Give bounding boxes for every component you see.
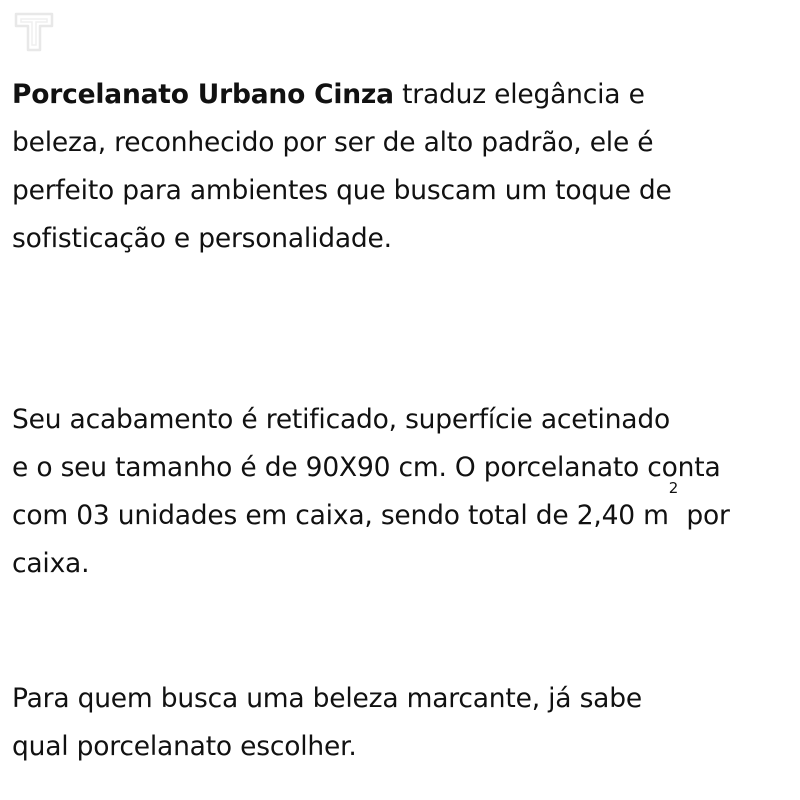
paragraph-line: sofisticação e personalidade. [12, 223, 392, 254]
paragraph-closing [12, 675, 642, 771]
paragraph-line: qual porcelanato escolher. [12, 731, 357, 762]
paragraph-line: caixa. [12, 548, 90, 579]
paragraph-line: Seu acabamento é retificado, superfície acetinado [12, 404, 670, 435]
paragraph-line: beleza, reconhecido por ser de alto padrão, ele é [12, 127, 654, 158]
paragraph-line: com 03 unidades em caixa, sendo total de 2,40 $m^2$ por [12, 479, 730, 531]
paragraph-specs [12, 396, 730, 588]
paragraph-line: Para quem busca uma beleza marcante, já sabe [12, 683, 642, 714]
superscript-unit: 2 [668, 479, 679, 497]
product-name: Porcelanato Urbano Cinza [12, 79, 394, 110]
paragraph-line: perfeito para ambientes que buscam um toque de [12, 175, 672, 206]
paragraph-intro [12, 71, 672, 263]
paragraph-line: e o seu tamanho é de 90X90 cm. O porcelanato conta [12, 452, 721, 483]
t-logo-icon [13, 11, 55, 53]
paragraph-line: Porcelanato Urbano Cinza traduz elegância e [12, 79, 645, 110]
